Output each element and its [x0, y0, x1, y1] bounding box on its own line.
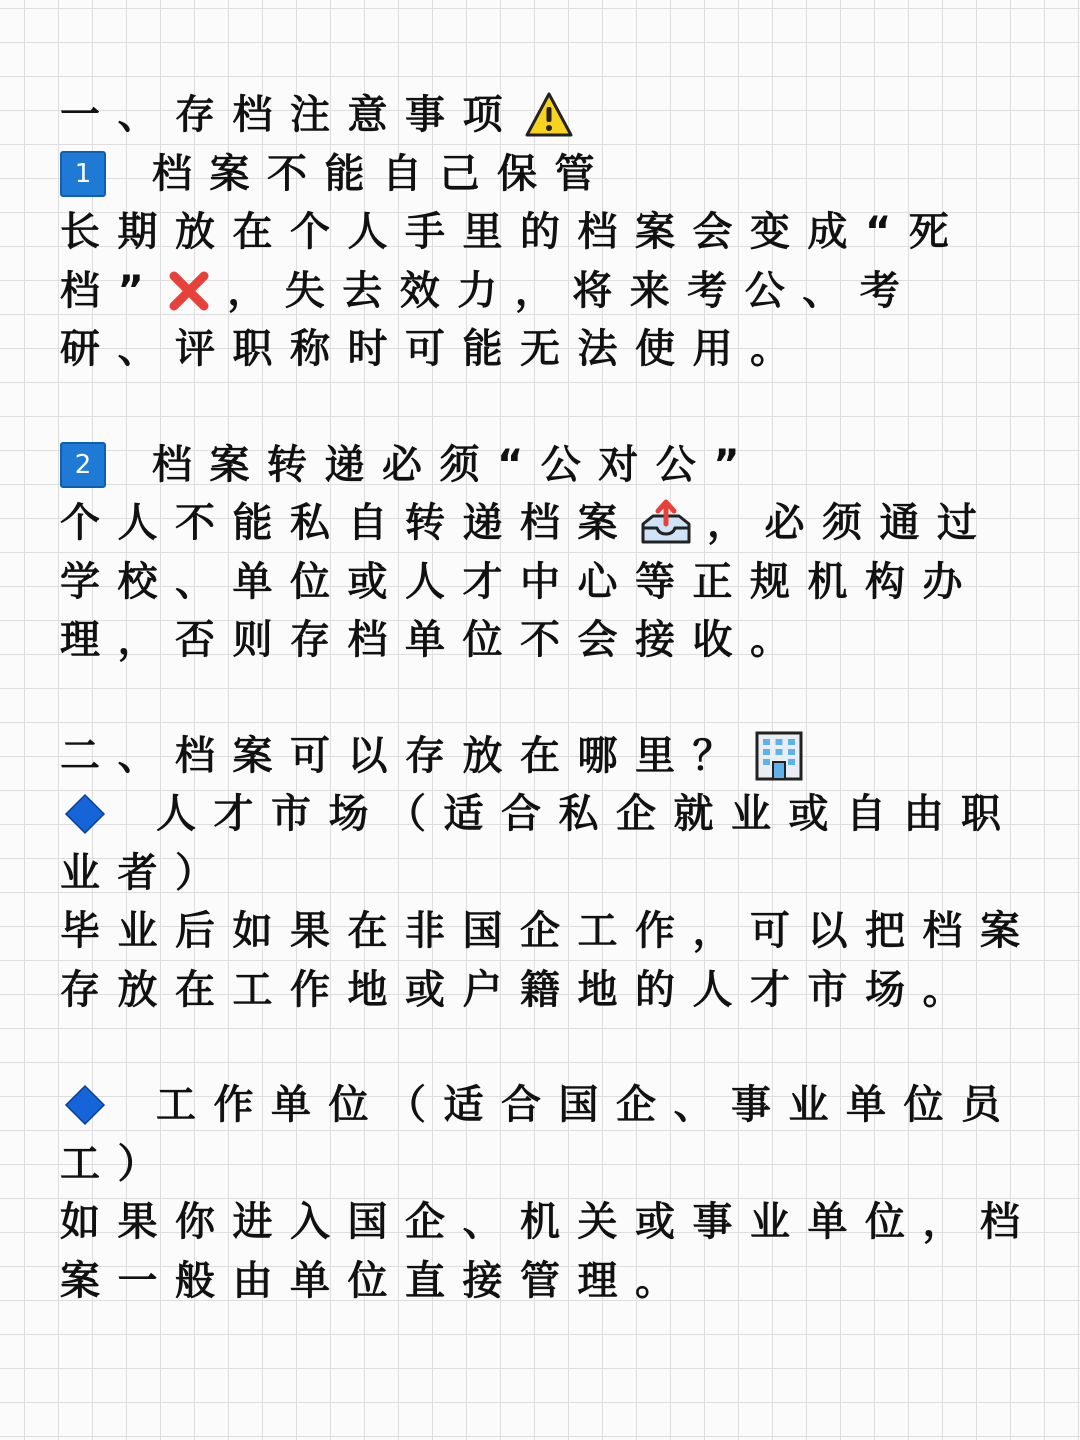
paragraph-text: 学校、单位或人才中心等正规机构办 [60, 558, 980, 605]
paragraph-text: ，必须通过 [707, 500, 995, 546]
paragraph-text: 毕业后如果在非国企工作，可以把档案 [60, 908, 1038, 954]
article-content [60, 86, 1040, 1310]
paragraph-text: 研、评职称时可能无法使用。 [60, 326, 808, 372]
paragraph-text: 存放在工作地或户籍地的人才市场。 [60, 966, 980, 1013]
warning-icon [524, 91, 574, 139]
paragraph-line [60, 961, 1040, 1020]
paragraph-text: ，失去效力，将来考公、考 [227, 267, 918, 314]
paragraph-line [60, 611, 1040, 670]
paragraph-line [60, 902, 1040, 961]
cross-mark-icon [167, 269, 211, 313]
paragraph-line [60, 553, 1040, 612]
item-title-continued: 业者） [60, 849, 233, 896]
section2-item1-title [60, 785, 1040, 844]
blue-diamond-icon [60, 789, 110, 839]
paragraph-line [60, 1252, 1040, 1311]
item-title-continued: 工） [60, 1140, 175, 1187]
paragraph-line [60, 844, 1040, 903]
paragraph-text: 如果你进入国企、机关或事业单位，档 [60, 1199, 1038, 1245]
section1-heading-text: 一、存档注意事项 [60, 92, 520, 138]
paragraph-line [60, 1193, 1040, 1252]
paragraph-text: 案一般由单位直接管理。 [60, 1257, 693, 1304]
number-two-badge-icon: 2 [60, 442, 106, 488]
paragraph-line [60, 320, 1040, 379]
paragraph-text: 长期放在个人手里的档案会变成“死 [60, 209, 967, 255]
number-one-badge-icon: 1 [60, 151, 106, 197]
paragraph-text: 档” [60, 267, 162, 314]
paragraph-text: 理，否则存档单位不会接收。 [60, 617, 808, 663]
item-title: 档案不能自己保管 [152, 150, 612, 197]
paragraph-line [60, 203, 1040, 262]
section1-item2-title [60, 436, 1040, 495]
office-building-icon [754, 730, 804, 782]
item-title: 人才市场（适合私企就业或自由职 [156, 791, 1019, 837]
section2-item2-title [60, 1076, 1040, 1135]
section1-item1-title [60, 145, 1040, 204]
paragraph-text: 个人不能私自转递档案 [60, 500, 635, 546]
section2-heading [60, 727, 1040, 786]
item-title: 档案转递必须“公对公” [152, 441, 758, 488]
blue-diamond-icon [60, 1080, 110, 1130]
section1-heading [60, 86, 1040, 145]
paragraph-line [60, 262, 1040, 321]
section2-heading-text: 二、档案可以存放在哪里？ [60, 732, 750, 779]
outbox-tray-icon [639, 498, 693, 548]
paragraph-line [60, 1135, 1040, 1194]
item-title: 工作单位（适合国企、事业单位员 [156, 1082, 1019, 1128]
paragraph-line [60, 494, 1040, 553]
